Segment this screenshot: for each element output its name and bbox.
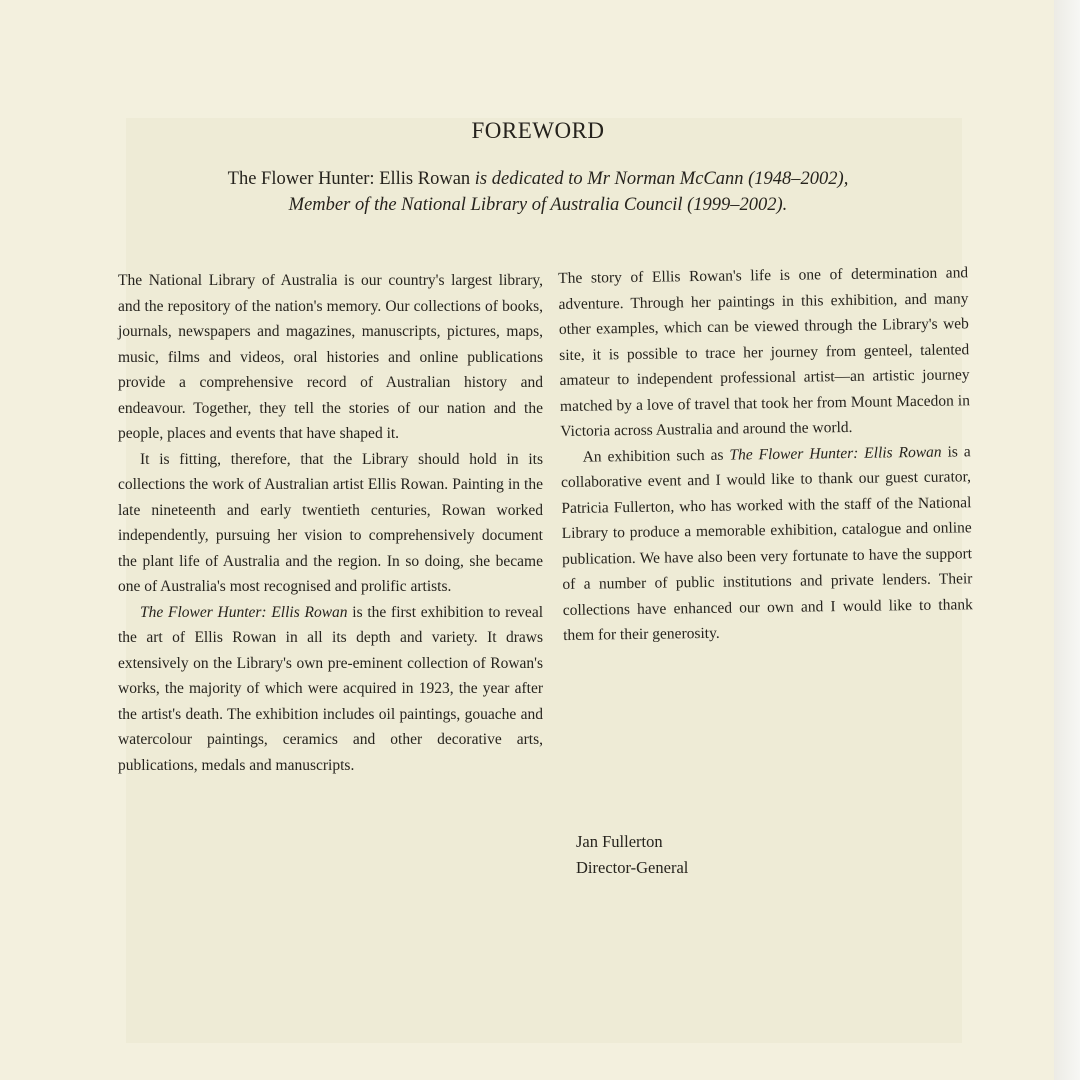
page-title: FOREWORD <box>471 118 605 143</box>
dedication-line-1 <box>0 166 1076 192</box>
paragraph: The National Library of Australia is our country's largest library, and the repository of the nation's memory. Our collections of books, journals, newspapers and magazines, manuscripts, pictures, maps, music, films and videos, oral histories and online publications provide a comprehensive record of Australian history and endeavour. Together, they tell the stories of our nation and the people, places and events that have shaped it. <box>118 272 543 442</box>
dedication <box>0 166 1076 218</box>
right-column <box>558 260 973 648</box>
left-column <box>118 268 543 778</box>
signature-block <box>576 829 688 881</box>
dedication-council-text: Member of the National Library of Australia Council (1999–2002). <box>288 195 788 215</box>
paragraph <box>118 600 543 779</box>
dedication-text: is dedicated to Mr Norman McCann (1948–2002), <box>474 169 849 189</box>
exhibition-title: The Flower Hunter: Ellis Rowan <box>140 603 348 621</box>
dedication-book-title: The Flower Hunter: Ellis Rowan <box>227 169 471 189</box>
paragraph <box>560 439 973 649</box>
paragraph-text: is the first exhibition to reveal the art of Ellis Rowan in all its depth and variety. It draws extensively on the Library's own pre-eminent collection of Rowan's works, the majority of which were acquired in 1923, the year after the artist's death. The exhibition includes oil paintings, gouache and watercolour paintings, ceramics and other decorative arts, publications, medals and manuscripts. <box>118 603 544 774</box>
dedication-line-2 <box>0 192 1076 218</box>
page-edge <box>1054 0 1080 1080</box>
paragraph: The story of Ellis Rowan's life is one of determination and adventure. Through her paintings in this exhibition, and many other examples, which can be viewed through the Library's web site, it is possible to trace her journey from genteel, talented amateur to independent professional artist—an artistic journey matched by a love of travel that took her from Mount Macedon in Victoria across Australia and around the world. <box>558 264 971 440</box>
paragraph-text: is a collaborative event and I would like to thank our guest curator, Patricia Fullerton, who has worked with the staff of the National Library to produce a memorable exhibition, catalogue and online publication. We have also been very fortunate to have the support of a number of public institutions and private lenders. Their collections have enhanced our own and I would like to thank them for their generosity. <box>560 442 973 644</box>
signatory-name: Jan Fullerton <box>576 832 663 851</box>
paragraph: It is fitting, therefore, that the Library should hold in its collections the work of Australian artist Ellis Rowan. Painting in the late nineteenth and early twentieth centuries, Rowan worked independently, pursuing her vision to comprehensively document the plant life of Australia and the region. In so doing, she became one of Australia's most recognised and prolific artists. <box>118 450 543 595</box>
signatory-title: Director-General <box>576 858 689 877</box>
exhibition-title: The Flower Hunter: Ellis Rowan <box>729 443 942 464</box>
paragraph-text: An exhibition such as <box>582 446 730 466</box>
